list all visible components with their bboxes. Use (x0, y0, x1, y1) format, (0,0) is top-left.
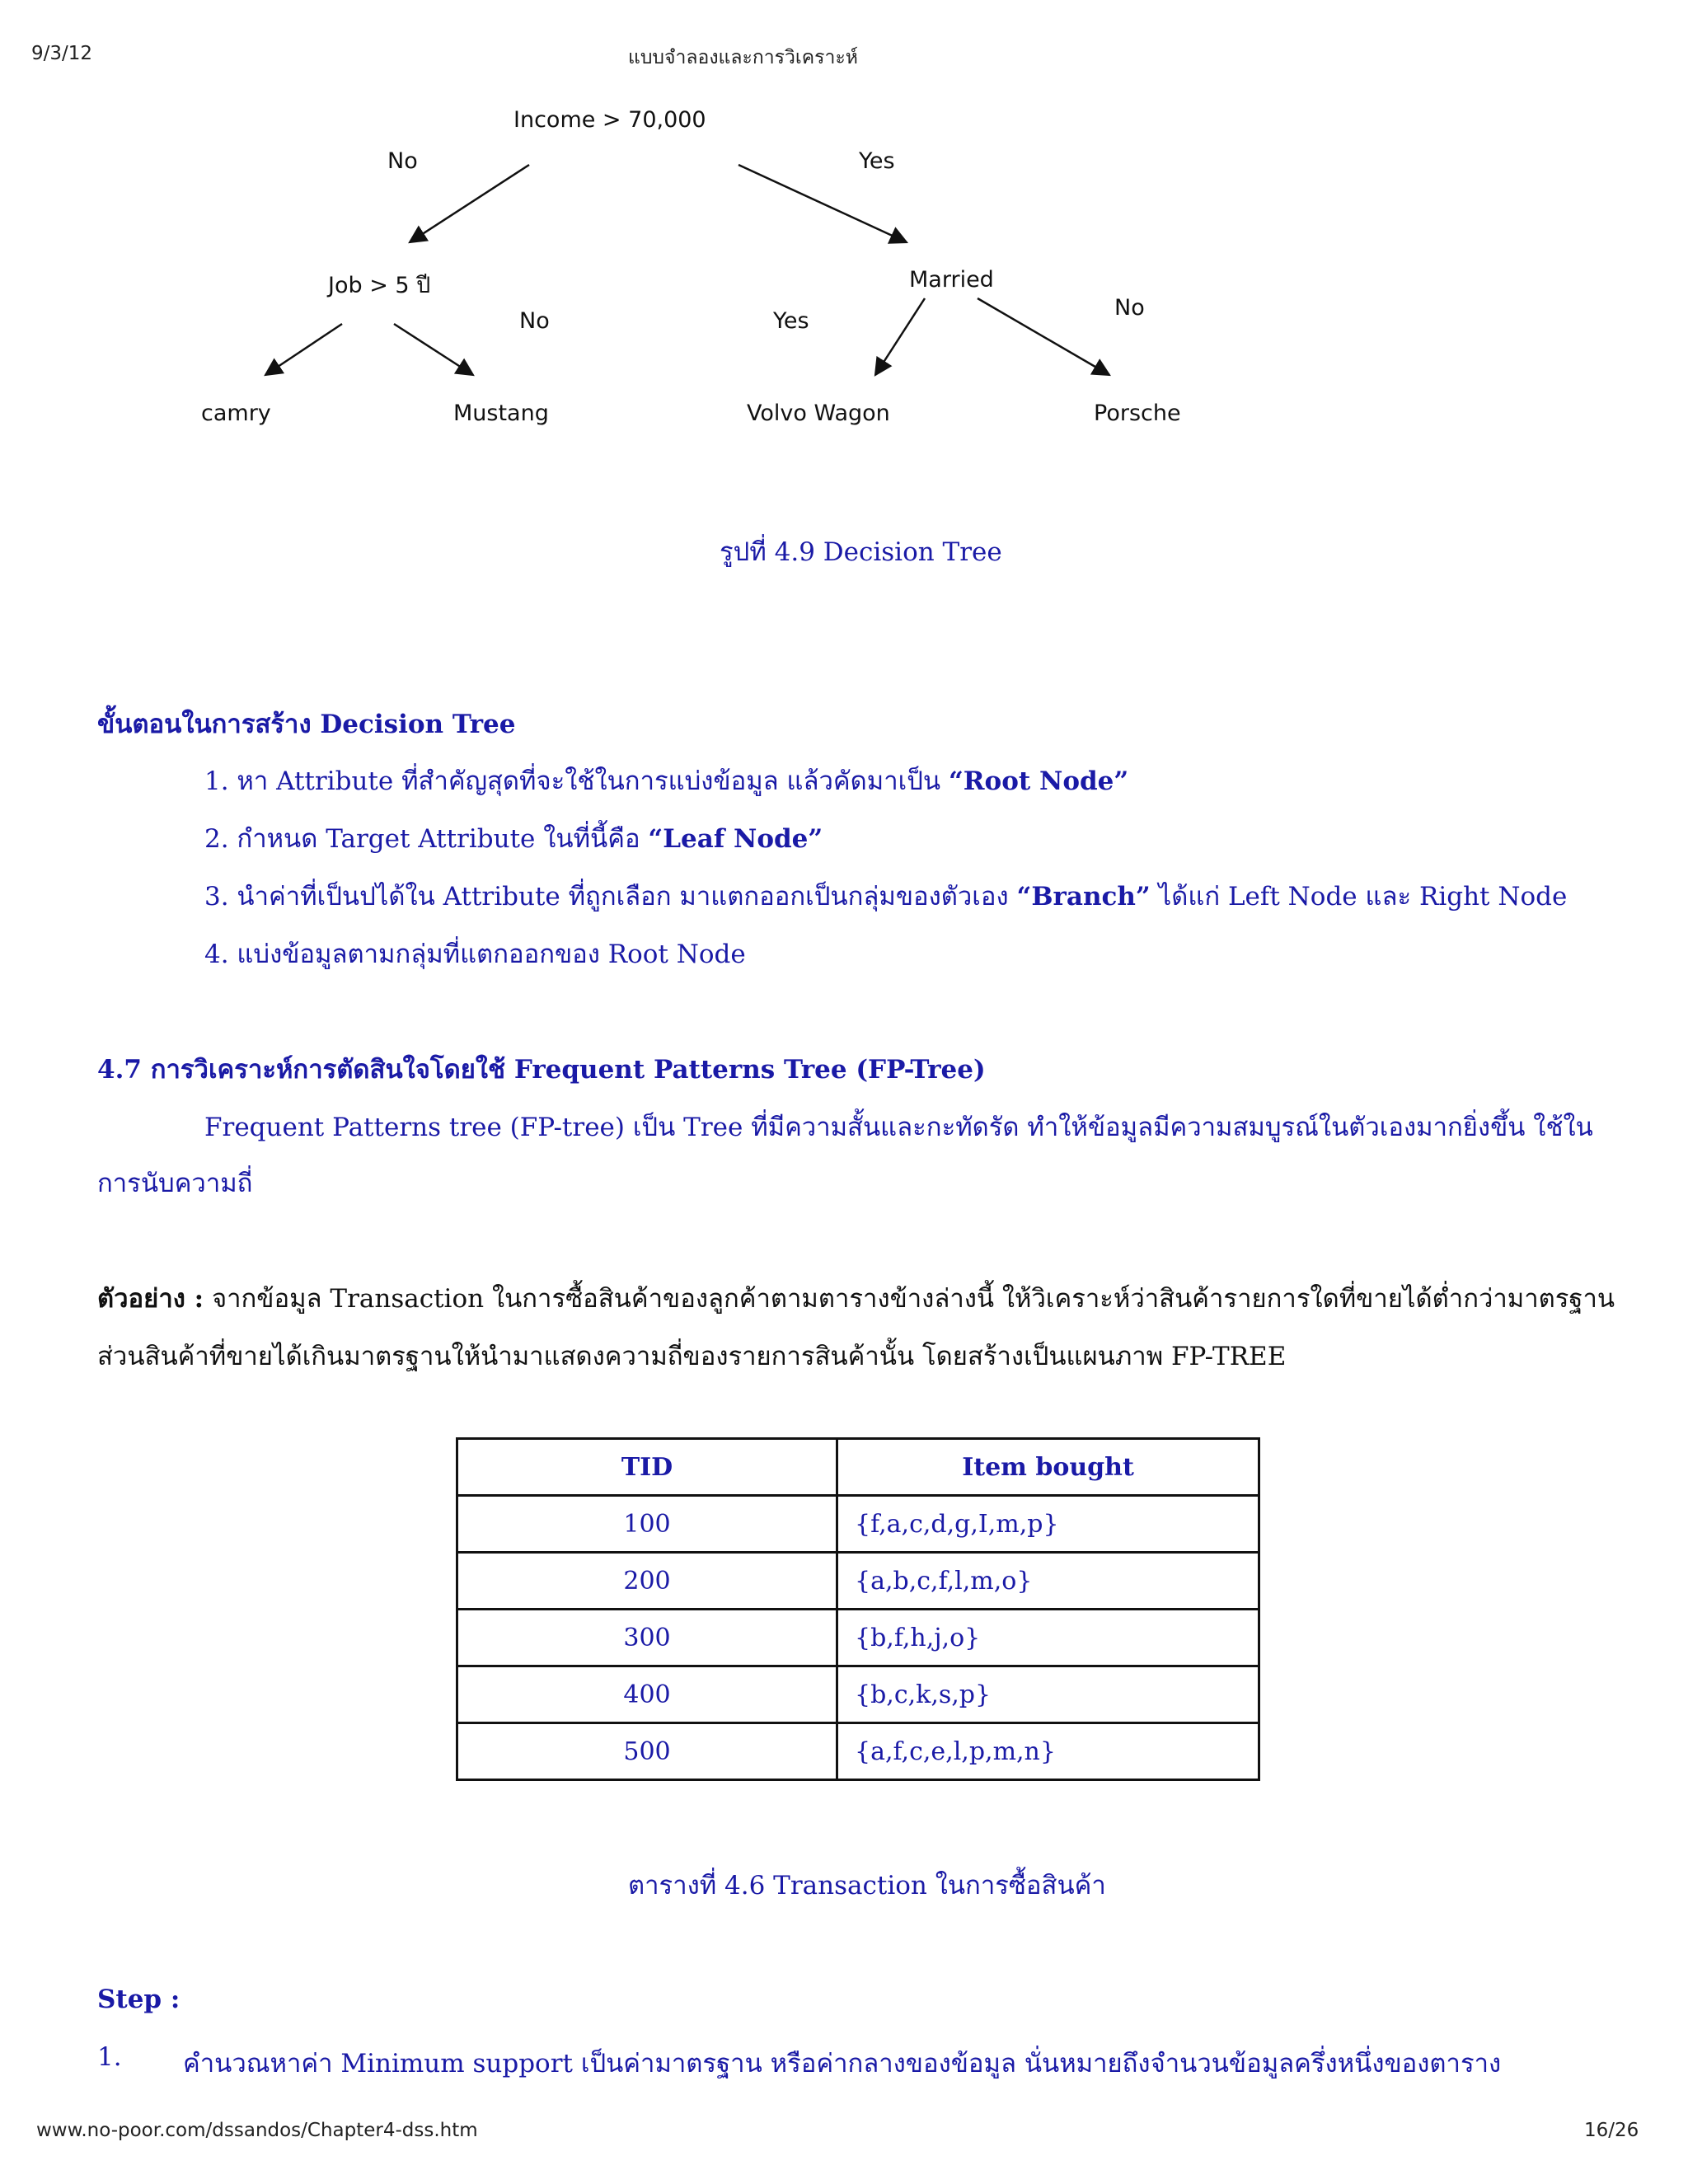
transaction-table (456, 1437, 1260, 1781)
table-cell-items: {a,b,c,f,l,m,o} (837, 1553, 1259, 1610)
tree-node-job: Job > 5 ปี (328, 273, 431, 298)
step-3 (204, 875, 1567, 916)
print-date: 9/3/12 (31, 43, 93, 64)
table-row (457, 1496, 1259, 1553)
tree-node-married: Married (909, 267, 994, 293)
tree-leaf-camry: camry (201, 401, 271, 426)
tree-edge-label-yes: Yes (859, 148, 895, 174)
edge-married-porsche (978, 298, 1109, 375)
section-paragraph-line-2: การนับความถี่ (97, 1169, 253, 1198)
table-header-row (457, 1439, 1259, 1496)
edge-root-left (410, 165, 529, 242)
table-row (457, 1666, 1259, 1723)
step-2-keyword: “Leaf Node” (648, 824, 823, 854)
section-heading: 4.7 การวิเคราะห์การตัดสินใจโดยใช้ Frequent Patterns Tree (FP-Tree) (97, 1055, 986, 1085)
tree-edge-label-no: No (519, 308, 550, 334)
table-cell-tid: 500 (457, 1723, 837, 1780)
step-4: 4. แบ่งข้อมูลตามกลุ่มที่แตกออกของ Root Node (204, 940, 746, 969)
tree-edge-label-no: No (1114, 295, 1145, 321)
table-cell-items: {a,f,c,e,l,p,m,n} (837, 1723, 1259, 1780)
example-line-2: ส่วนสินค้าที่ขายได้เกินมาตรฐานให้นำมาแสดงความถี่ของรายการสินค้านั้น โดยสร้างเป็นแผนภาพ FP-TREE (97, 1342, 1287, 1371)
table-row (457, 1610, 1259, 1666)
table-row (457, 1553, 1259, 1610)
footer-page-number: 16/26 (1584, 2120, 1639, 2141)
table-row (457, 1723, 1259, 1780)
table-cell-items: {b,c,k,s,p} (837, 1666, 1259, 1723)
table-cell-items: {f,a,c,d,g,I,m,p} (837, 1496, 1259, 1553)
figure-caption: รูปที่ 4.9 Decision Tree (720, 537, 1002, 567)
step-1 (204, 760, 1128, 801)
step-item-number: 1. (97, 2042, 122, 2072)
step-1-text: 1. หา Attribute ที่สำคัญสุดที่จะใช้ในการแบ่งข้อมูล แล้วคัดมาเป็น (204, 766, 949, 796)
tree-edge-label-no: No (387, 148, 418, 174)
footer-url: www.no-poor.com/dssandos/Chapter4-dss.htm (36, 2120, 478, 2141)
tree-leaf-porsche: Porsche (1094, 401, 1181, 426)
step-3-keyword: “Branch” (1016, 882, 1151, 912)
edge-job-mustang (394, 324, 473, 375)
steps-heading: ขั้นตอนในการสร้าง Decision Tree (97, 710, 516, 739)
section-paragraph-line-1: Frequent Patterns tree (FP-tree) เป็น Tree ที่มีความสั้นและกะทัดรัด ทำให้ข้อมูลมีความสมบูรณ์ในตัวเองมากยิ่งขึ้น ใช้ใน (204, 1113, 1593, 1142)
step-heading: Step : (97, 1985, 181, 2014)
table-cell-tid: 300 (457, 1610, 837, 1666)
step-3-tail: ได้แก่ Left Node และ Right Node (1150, 882, 1568, 912)
table-cell-tid: 200 (457, 1553, 837, 1610)
table-cell-tid: 100 (457, 1496, 837, 1553)
step-2-text: 2. กำหนด Target Attribute ในที่นี้คือ (204, 824, 649, 854)
example-label: ตัวอย่าง : (97, 1284, 204, 1314)
tree-leaf-mustang: Mustang (453, 401, 549, 426)
table-header-items: Item bought (837, 1439, 1259, 1496)
example-text-1: จากข้อมูล Transaction ในการซื้อสินค้าของลูกค้าตามตารางข้างล่างนี้ ให้วิเคราะห์ว่าสินค้ารายการใดที่ขายได้ต่ำกว่ามาตรฐาน (204, 1284, 1615, 1314)
table-caption: ตารางที่ 4.6 Transaction ในการซื้อสินค้า (628, 1871, 1106, 1900)
tree-root-node: Income > 70,000 (513, 107, 706, 133)
page-title: แบบจำลองและการวิเคราะห์ (628, 47, 858, 68)
step-2 (204, 818, 823, 859)
table-header-tid: TID (457, 1439, 837, 1496)
edge-job-camry (265, 324, 342, 375)
edge-married-volvo (875, 298, 925, 375)
edge-root-right (738, 165, 907, 242)
step-1-keyword: “Root Node” (948, 766, 1129, 796)
tree-edge-label-yes: Yes (773, 308, 809, 334)
table-cell-items: {b,f,h,j,o} (837, 1610, 1259, 1666)
step-3-text: 3. นำค่าที่เป็นปได้ใน Attribute ที่ถูกเลือก มาแตกออกเป็นกลุ่มของตัวเอง (204, 882, 1017, 912)
decision-tree-diagram (0, 0, 1688, 462)
step-item-text: คำนวณหาค่า Minimum support เป็นค่ามาตรฐาน หรือค่ากลางของข้อมูล นั่นหมายถึงจำนวนข้อมูลครึ่งหนึ่งของตาราง (183, 2049, 1502, 2079)
example-line-1 (97, 1277, 1615, 1319)
table-cell-tid: 400 (457, 1666, 837, 1723)
tree-leaf-volvo-wagon: Volvo Wagon (747, 401, 890, 426)
